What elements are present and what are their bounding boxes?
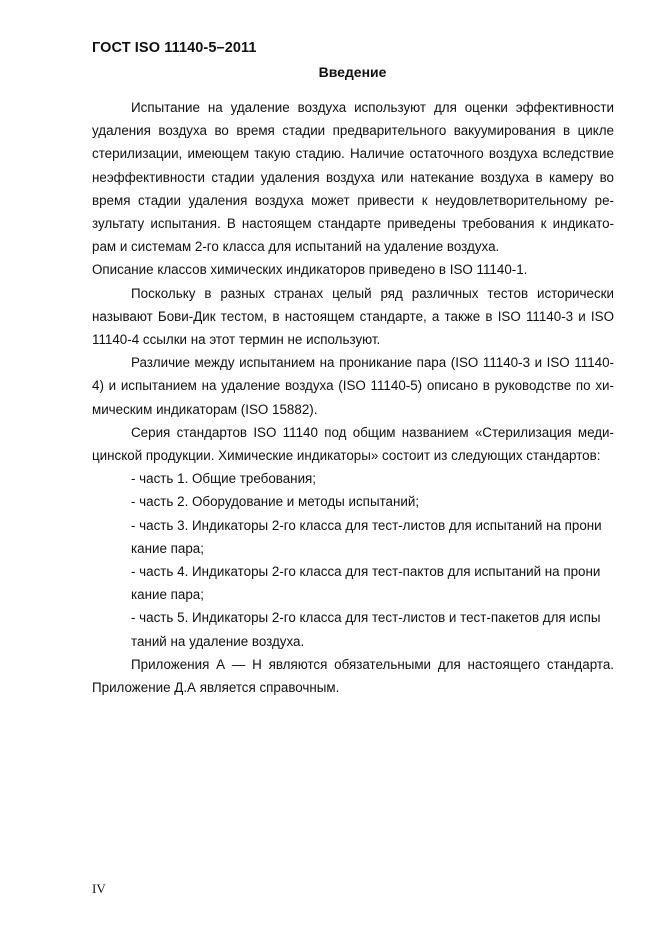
list-item-part-5-continued: таний на удаление воздуха. bbox=[131, 633, 305, 649]
page-number: IV bbox=[92, 881, 106, 896]
list-item-part-4: - часть 4. Индикаторы 2-го класса для тест-пактов для испытаний на прони bbox=[131, 564, 601, 580]
section-title: Введение bbox=[318, 64, 387, 80]
document-code: ГОСТ ISO 11140-5–2011 bbox=[92, 40, 257, 56]
list-item-part-4-continued: кание пара; bbox=[131, 587, 204, 603]
list-item-part-5: - часть 5. Индикаторы 2-го класса для тест-листов и тест-пакетов для испы bbox=[131, 610, 601, 626]
list-item-part-3-continued: кание пара; bbox=[131, 540, 204, 556]
body-text bbox=[92, 96, 614, 699]
paragraph-classes: Описание классов химических индикаторов приведено в ISO 11140-1. bbox=[92, 262, 528, 278]
list-item-part-1: - часть 1. Общие требования; bbox=[131, 471, 317, 487]
paragraph-intro: Испытание на удаление воздуха используют для оценки эффективности удаления воздуха во время стадии предварительного вакуумирования в цикле стерилизации, имеющем такую стадию. Наличие остаточного воздуха вследствие неэффективности стадии удаления воздуха или натекание воздуха в камеру во время стадии удаления воздуха может привести к неудовлетворительному результату испытания. В настоящем стандарте приведены требования к индикаторам и системам 2-го класса для испытаний на удаление воздуха. bbox=[92, 100, 614, 255]
list-item-part-2: - часть 2. Оборудование и методы испытаний; bbox=[131, 494, 420, 510]
paragraph-difference: Различие между испытанием на проникание пара (ISO 11140-3 и ISO 11140-4) и испытанием на удаление воздуха (ISO 11140-5) описано в руководстве по химическим индикаторам (ISO 15882). bbox=[92, 355, 614, 417]
list-item-part-3: - часть 3. Индикаторы 2-го класса для тест-листов для испытаний на прони bbox=[131, 517, 602, 533]
paragraph-annexes: Приложения А — Н являются обязательными для настоящего стандарта. Приложение Д.А является справочным. bbox=[92, 656, 614, 696]
paragraph-bowie-dick: Поскольку в разных странах целый ряд различных тестов исторически называют Бови-Дик тестом, в настоящем стандарте, а также в ISO 11140-3 и ISO 11140-4 ссылки на этот термин не используют. bbox=[92, 285, 614, 348]
paragraph-series: Серия стандартов ISO 11140 под общим названием «Стерилизация медицинской продукции. Химические индикаторы» состоит из следующих стандартов: bbox=[92, 424, 614, 464]
